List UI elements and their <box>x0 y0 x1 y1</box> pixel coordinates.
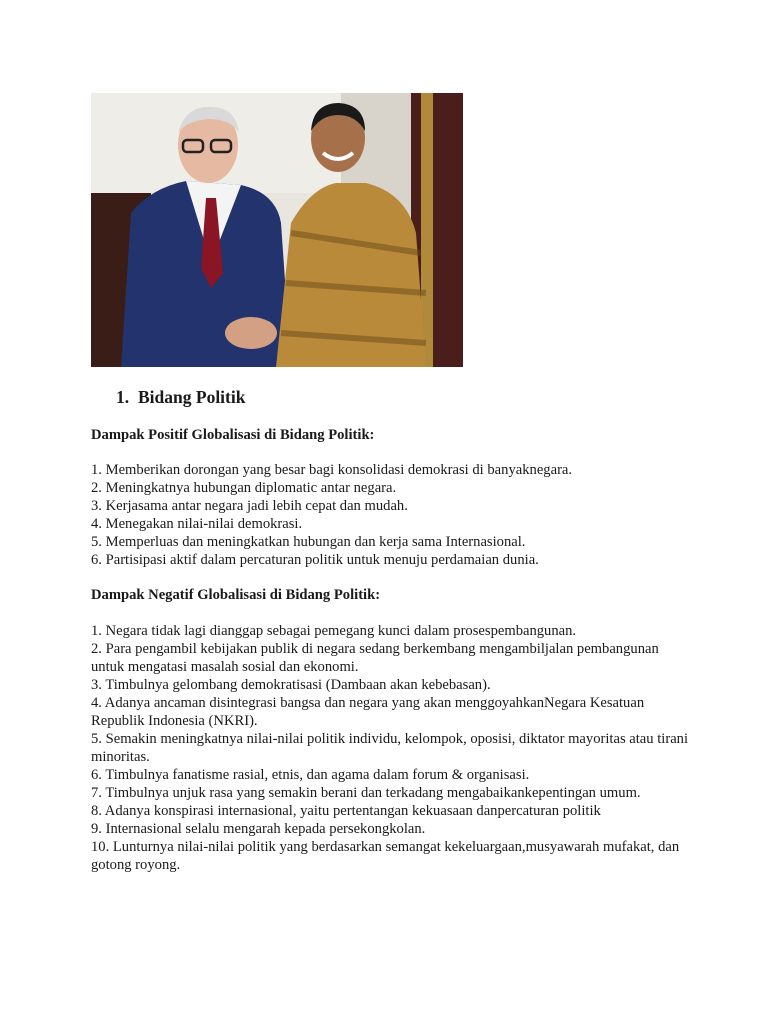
list-item: 4. Adanya ancaman disintegrasi bangsa dan negara yang akan menggoyahkanNegara Kesatuan Republik Indonesia (NKRI). <box>91 695 645 729</box>
list-item: 9. Internasional selalu mengarah kepada persekongkolan. <box>91 821 426 837</box>
list-item: 2. Meningkatnya hubungan diplomatic antar negara. <box>91 480 397 496</box>
handshake-photo <box>91 93 463 367</box>
list-item: 5. Memperluas dan meningkatkan hubungan dan kerja sama Internasional. <box>91 534 526 550</box>
list-item: 10. Lunturnya nilai-nilai politik yang berdasarkan semangat kekeluargaan,musyawarah mufakat, dan gotong royong. <box>91 839 680 873</box>
list-item: 3. Timbulnya gelombang demokratisasi (Dambaan akan kebebasan). <box>91 677 491 693</box>
list-item: 1. Memberikan dorongan yang besar bagi konsolidasi demokrasi di banyaknegara. <box>91 462 573 478</box>
list-item: 4. Menegakan nilai-nilai demokrasi. <box>91 516 303 532</box>
positive-heading: Dampak Positif Globalisasi di Bidang Politik: <box>91 427 375 443</box>
section-number: 1. <box>116 387 130 407</box>
list-item: 1. Negara tidak lagi dianggap sebagai pemegang kunci dalam prosespembangunan. <box>91 623 577 639</box>
negative-list <box>91 622 691 874</box>
list-item: 7. Timbulnya unjuk rasa yang semakin berani dan terkadang mengabaikankepentingan umum. <box>91 785 641 801</box>
section-heading <box>116 387 245 408</box>
list-item: 6. Partisipasi aktif dalam percaturan politik untuk menuju perdamaian dunia. <box>91 552 539 568</box>
positive-list <box>91 461 691 569</box>
section-title: Bidang Politik <box>138 387 246 407</box>
negative-heading: Dampak Negatif Globalisasi di Bidang Politik: <box>91 587 381 603</box>
list-item: 3. Kerjasama antar negara jadi lebih cepat dan mudah. <box>91 498 408 514</box>
list-item: 5. Semakin meningkatnya nilai-nilai politik individu, kelompok, oposisi, diktator mayoritas atau tirani minoritas. <box>91 731 689 765</box>
list-item: 2. Para pengambil kebijakan publik di negara sedang berkembang mengambiljalan pembangunan untuk mengatasi masalah sosial dan ekonomi. <box>91 641 659 675</box>
list-item: 6. Timbulnya fanatisme rasial, etnis, dan agama dalam forum & organisasi. <box>91 767 530 783</box>
list-item: 8. Adanya konspirasi internasional, yaitu pertentangan kekuasaan danpercaturan politik <box>91 803 601 819</box>
